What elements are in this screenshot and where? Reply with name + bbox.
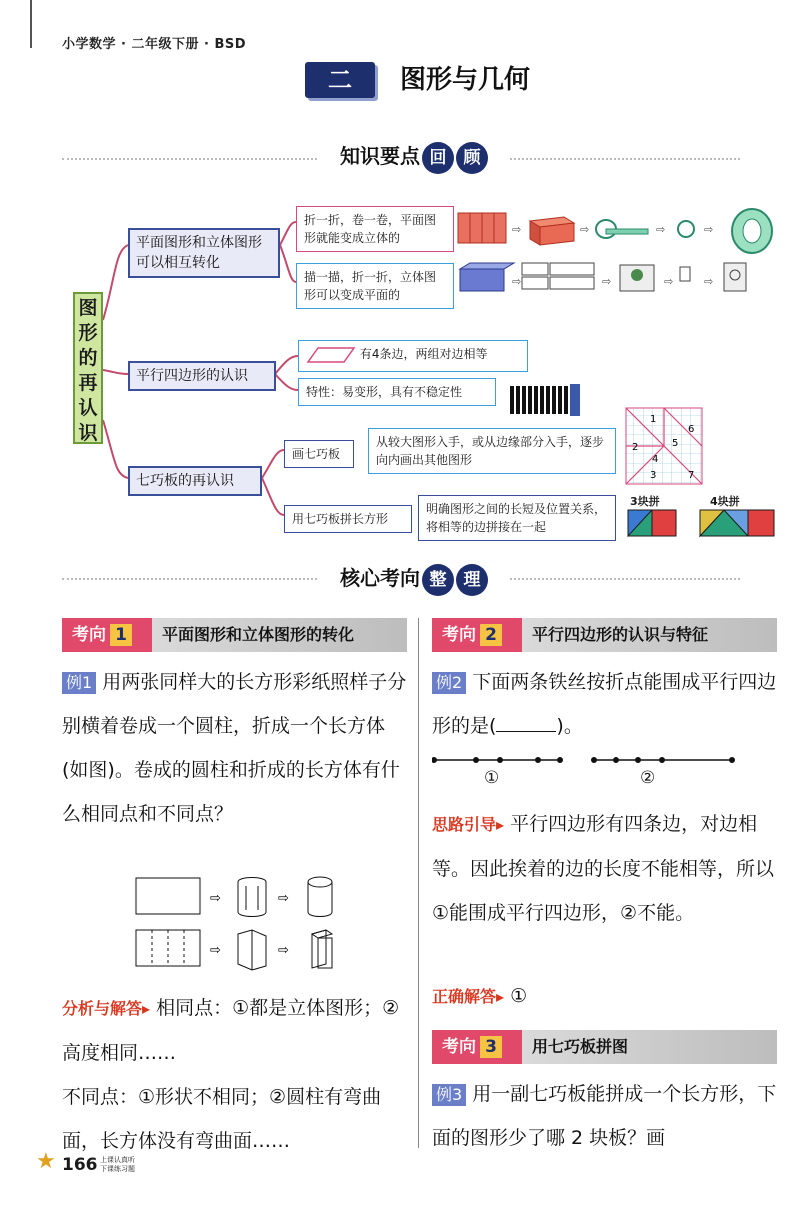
- topic2-header: 考向 2 平行四边形的认识与特征: [432, 618, 777, 652]
- connector-branch1: [103, 245, 128, 320]
- wire2-label: ②: [640, 768, 656, 788]
- topic3-title: 用七巧板拼图: [532, 1037, 629, 1056]
- svg-text:⇨: ⇨: [656, 223, 666, 236]
- unit-badge: 二: [305, 62, 375, 98]
- topic1-example: [62, 660, 407, 836]
- b3-note2: 明确图形之间的长短及位置关系，将相等的边拼接在一起: [418, 495, 616, 541]
- tangram-num-3: 3: [650, 470, 657, 481]
- b2-item1: 有4条边，两组对边相等: [359, 347, 488, 361]
- unit-title: 图形与几何: [400, 65, 531, 95]
- b1-item2: 描一描，折一折，立体图形可以变成平面的: [296, 263, 454, 309]
- topic2-title: 平行四边形的认识与特征: [532, 625, 709, 644]
- book-title: 小学数学 · 二年级下册 · BSD: [62, 37, 247, 52]
- svg-text:⇨: ⇨: [704, 223, 714, 236]
- topic3-example: [432, 1072, 777, 1160]
- tangram-num-2: 2: [632, 442, 639, 453]
- topic1-header: 考向 1 平面图形和立体图形的转化: [62, 618, 407, 652]
- answer1-diff: 不同点：①形状不相同；②圆柱有弯曲面，长方体没有弯曲面……: [62, 1086, 382, 1152]
- hint-label: 思路引导: [432, 815, 497, 834]
- b3-item1: 画七巧板: [284, 440, 354, 468]
- svg-text:⇨: ⇨: [278, 943, 289, 958]
- tangram-num-4: 4: [652, 454, 659, 465]
- branch1-label: 平面图形和立体图形可以相互转化: [128, 228, 280, 278]
- topic3-header: 考向 3 用七巧板拼图: [432, 1030, 777, 1064]
- svg-text:⇨: ⇨: [664, 275, 674, 288]
- divider-left-2: [62, 578, 317, 580]
- tangram-rectangles: [626, 508, 776, 538]
- review-section-title: 知识要点 回 顾: [340, 140, 488, 174]
- svg-text:⇨: ⇨: [704, 275, 714, 288]
- tangram-num-6: 6: [688, 424, 695, 435]
- example3-text: 用一副七巧板能拼成一个长方形，下面的图形少了哪 2 块板？画: [432, 1083, 777, 1149]
- example2-text-a: 下面两条铁丝按折点能围成平行四边形的是(: [432, 671, 777, 737]
- svg-text:⇨: ⇨: [602, 275, 612, 288]
- connector-branch3: [103, 420, 128, 478]
- svg-text:⇨: ⇨: [210, 891, 221, 906]
- parallel-rods-illustration: [506, 382, 586, 418]
- label-4-blocks: 4块拼: [710, 495, 740, 508]
- tangram-diagram: [624, 406, 704, 486]
- hint-text: 平行四边形有四条边，对边相等。因此挨着的边的长度不能相等，所以①能围成平行四边形，②不能。: [432, 813, 775, 924]
- answer2-label: 正确解答: [432, 987, 497, 1006]
- tangram-num-7: 7: [688, 470, 695, 481]
- connector-b1-1: [280, 222, 296, 245]
- tangram-num-5: 5: [672, 438, 679, 449]
- core-section-title: 核心考向 整 理: [340, 562, 488, 596]
- b3-item2: 用七巧板拼长方形: [284, 505, 412, 533]
- b2-item2: 特性：易变形，具有不稳定性: [298, 378, 496, 406]
- divider-right-2: [510, 578, 740, 580]
- topic2-answer: 正确解答▸ ①: [432, 985, 528, 1007]
- parallelogram-icon: [306, 346, 356, 364]
- answer1-same: 相同点：①都是立体图形；②高度相同……: [62, 997, 400, 1064]
- example1-text: 用两张同样大的长方形彩纸照样子分别横着卷成一个圆柱，折成一个长方体(如图)。卷成的圆柱和折成的长方体有什么相同点和不同点？: [62, 671, 407, 825]
- branch2-label: 平行四边形的认识: [128, 361, 276, 391]
- example3-tag: 例3: [432, 1084, 466, 1106]
- shape-transform-illustrations: [456, 205, 786, 315]
- page-number: 166: [62, 1155, 98, 1175]
- b1-item1: 折一折，卷一卷，平面图形就能变成立体的: [296, 206, 454, 252]
- example2-tag: 例2: [432, 672, 466, 694]
- answer-blank: [496, 712, 556, 732]
- svg-text:⇨: ⇨: [580, 223, 590, 236]
- topic2-hint: 思路引导▸ 平行四边形有四条边，对边相等。因此挨着的边的长度不能相等，所以①能围成平行四边形，②不能。: [432, 813, 775, 924]
- example2-text-b: )。: [556, 715, 583, 737]
- label-3-blocks: 3块拼: [630, 495, 660, 508]
- answer2-value: ①: [510, 985, 528, 1007]
- wire1-label: ①: [484, 768, 500, 788]
- b3-note1: 从较大图形入手，或从边缘部分入手，逐步向内画出其他图形: [368, 428, 616, 474]
- footer-slogan: 上课认真听 下课练习题: [100, 1156, 135, 1173]
- svg-text:⇨: ⇨: [512, 223, 522, 236]
- topic1-title: 平面图形和立体图形的转化: [162, 625, 355, 644]
- mindmap-root: 图形的再认识: [73, 292, 103, 444]
- svg-text:⇨: ⇨: [512, 275, 522, 288]
- svg-text:⇨: ⇨: [210, 943, 221, 958]
- answer1-label: 分析与解答: [62, 999, 143, 1018]
- svg-text:⇨: ⇨: [278, 891, 289, 906]
- branch3-label: 七巧板的再认识: [128, 466, 262, 496]
- example1-tag: 例1: [62, 672, 96, 694]
- b2-item1-box: [298, 340, 528, 372]
- star-mascot-icon: ★: [36, 1149, 56, 1174]
- example1-figure: [134, 872, 364, 972]
- tangram-num-1: 1: [650, 414, 657, 425]
- connector-branch2: [103, 370, 128, 374]
- topic1-answer: 分析与解答▸ 相同点：①都是立体图形；②高度相同…… 不同点：①形状不相同；②圆柱有弯曲面，长方体没有弯曲面……: [62, 997, 400, 1152]
- topic2-example: [432, 660, 777, 748]
- column-divider: [418, 618, 419, 1148]
